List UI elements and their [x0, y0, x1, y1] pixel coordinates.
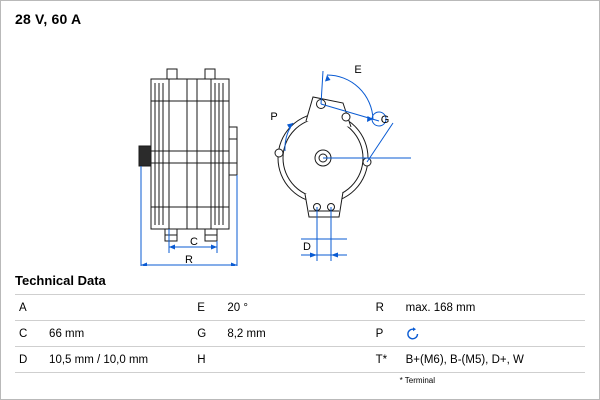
cell-key-e: E	[193, 295, 223, 321]
label-p: P	[270, 111, 278, 123]
alternator-drawing	[1, 31, 599, 266]
side-view-group	[139, 69, 237, 241]
cell-value-e: 20 °	[223, 295, 371, 321]
table-row	[15, 295, 585, 321]
cell-key-t: T*	[372, 347, 402, 373]
cell-key-p: P	[372, 321, 402, 347]
cell-key-a: A	[15, 295, 45, 321]
cell-value-d: 10,5 mm / 10,0 mm	[45, 347, 193, 373]
drawing-svg	[1, 31, 599, 266]
technical-data-heading: Technical Data	[15, 273, 106, 288]
label-d: D	[303, 241, 311, 253]
technical-data-section	[15, 273, 585, 385]
cell-value-p	[402, 321, 585, 347]
cell-key-c: C	[15, 321, 45, 347]
cell-key-h: H	[193, 347, 223, 373]
cell-value-a	[45, 295, 193, 321]
terminal-footnote: * Terminal	[399, 376, 435, 385]
table-row	[15, 321, 585, 347]
cell-value-r: max. 168 mm	[402, 295, 585, 321]
rotation-arrow-icon	[406, 327, 420, 341]
cell-value-h	[223, 347, 371, 373]
cell-value-c: 66 mm	[45, 321, 193, 347]
front-view-group	[275, 97, 371, 217]
cell-value-g: 8,2 mm	[223, 321, 371, 347]
label-r: R	[185, 254, 193, 266]
table-row	[15, 347, 585, 373]
cell-key-g: G	[193, 321, 223, 347]
cell-key-d: D	[15, 347, 45, 373]
technical-data-table	[15, 294, 585, 373]
label-c: C	[190, 236, 198, 248]
cell-value-t: B+(M6), B-(M5), D+, W	[402, 347, 585, 373]
page-title: 28 V, 60 A	[15, 11, 82, 27]
label-g: G	[380, 114, 390, 126]
cell-key-r: R	[372, 295, 402, 321]
label-e: E	[354, 64, 362, 76]
